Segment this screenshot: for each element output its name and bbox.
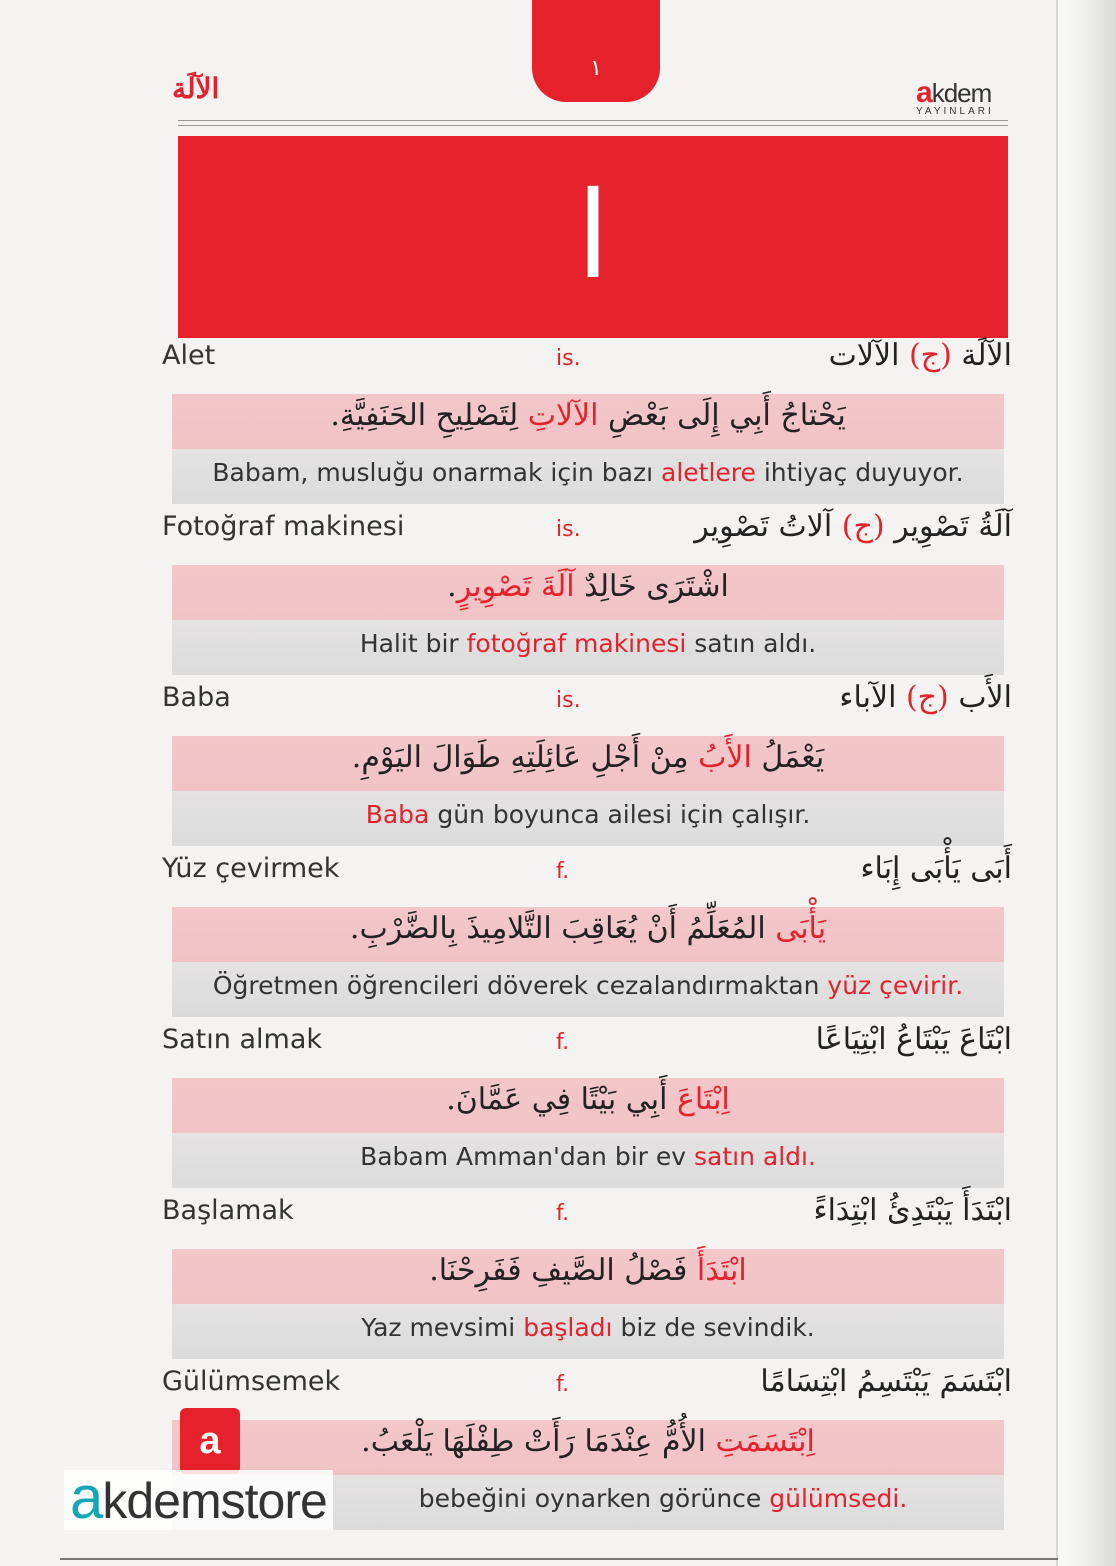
headword-text: أَبَى يَأْبَى إِبَاء bbox=[860, 851, 1012, 886]
page-number: ١ bbox=[590, 56, 602, 81]
entry-turkish: Yüz çevirmek bbox=[162, 853, 340, 884]
ex-tr-text: Babam, musluğu onarmak için bazı bbox=[212, 458, 662, 487]
headword-plural: آلاتُ تَصْوِير bbox=[694, 509, 833, 544]
turkish-example bbox=[172, 800, 1004, 829]
turkish-example bbox=[322, 1484, 1004, 1513]
store-logo-text: kdemstore bbox=[102, 1473, 327, 1529]
turkish-example bbox=[172, 1142, 1004, 1171]
entry-pos: f. bbox=[556, 859, 570, 884]
ex-tr-highlight: aletlere bbox=[661, 458, 756, 487]
ex-arabic-text: . bbox=[447, 569, 457, 604]
page-number-tab bbox=[532, 0, 660, 102]
headword-text: ابْتَدَأَ يَبْتَدِئُ ابْتِدَاءً bbox=[813, 1193, 1012, 1228]
entry-pos: is. bbox=[556, 688, 581, 713]
ex-arabic-text: يَحْتاجُ أَبِي إِلَى بَعْضِ bbox=[598, 398, 846, 433]
turkish-example bbox=[172, 458, 1004, 487]
entry-turkish: Satın almak bbox=[162, 1024, 322, 1055]
example-box bbox=[172, 907, 1004, 1017]
ex-tr-highlight: yüz çevirir. bbox=[827, 971, 964, 1000]
headword-singular: الأَب bbox=[958, 680, 1012, 715]
turkish-example bbox=[172, 629, 1004, 658]
entry-pos: f. bbox=[556, 1201, 570, 1226]
example-box bbox=[172, 394, 1004, 504]
entry-pos: f. bbox=[556, 1030, 570, 1055]
publisher-logo bbox=[916, 76, 1012, 117]
ex-arabic-text: اشْتَرَى خَالِدٌ bbox=[574, 569, 729, 604]
entry-headword bbox=[816, 1022, 1012, 1057]
headword-singular: الآلَة bbox=[961, 338, 1012, 373]
ex-tr-highlight: fotoğraf makinesi bbox=[466, 629, 687, 658]
publisher-logo-initial: a bbox=[916, 76, 932, 109]
arabic-example bbox=[172, 398, 1004, 433]
ex-arabic-text: المُعَلِّمُ أَنْ يُعَاقِبَ التَّلامِيذَ بِالضَّرْبِ. bbox=[349, 911, 776, 946]
ex-arabic-highlight: اِبْتَسَمَتِ bbox=[715, 1424, 815, 1459]
turkish-example bbox=[172, 971, 1004, 1000]
example-box bbox=[172, 1249, 1004, 1359]
entry-headword bbox=[829, 338, 1012, 373]
ex-tr-text: Halit bir bbox=[359, 629, 467, 658]
store-icon-letter: a bbox=[199, 1420, 221, 1462]
example-box bbox=[172, 565, 1004, 675]
ex-arabic-text: يَعْمَلُ bbox=[751, 740, 825, 775]
letter-banner: ا bbox=[178, 136, 1008, 338]
arabic-example bbox=[172, 1424, 1004, 1459]
headword-plural: الآلات bbox=[828, 338, 900, 373]
arabic-example bbox=[172, 1082, 1004, 1117]
entry-headword bbox=[813, 1193, 1012, 1228]
ex-arabic-text: الأُمُّ عِنْدَمَا رَأَتْ طِفْلَهَا يَلْعَبُ. bbox=[361, 1424, 716, 1459]
arabic-example bbox=[172, 740, 1004, 775]
entry-turkish: Alet bbox=[162, 340, 216, 371]
ex-arabic-text: مِنْ أَجْلِ عَائِلَتِهِ طَوَالَ اليَوْمِ. bbox=[351, 740, 699, 775]
entry-pos: is. bbox=[556, 346, 581, 371]
entry-headword bbox=[860, 851, 1012, 886]
ex-tr-highlight: başladı bbox=[523, 1313, 613, 1342]
arabic-example bbox=[172, 911, 1004, 946]
ex-arabic-text: فَصْلُ الصَّيفِ فَفَرِحْنَا. bbox=[429, 1253, 697, 1288]
entry-headword bbox=[694, 509, 1012, 544]
arabic-example bbox=[172, 569, 1004, 604]
headword-text: ابْتَسَمَ يَبْتَسِمُ ابْتِسَامًا bbox=[760, 1364, 1012, 1399]
example-box bbox=[172, 736, 1004, 846]
header-rule bbox=[178, 120, 1008, 126]
bottom-rule bbox=[60, 1558, 1058, 1560]
entry-turkish: Gülümsemek bbox=[162, 1366, 341, 1397]
ex-arabic-highlight: الآلاتِ bbox=[527, 398, 599, 433]
ex-arabic-highlight: آلَةَ تَصْوِيرٍ bbox=[456, 569, 575, 604]
headword-singular: آلَةُ تَصْوِير bbox=[894, 509, 1012, 544]
ex-tr-text: Öğretmen öğrencileri döverek cezalandırmaktan bbox=[212, 971, 828, 1000]
store-bag-icon bbox=[180, 1408, 240, 1474]
ex-tr-text: gün boyunca ailesi için çalışır. bbox=[429, 800, 811, 829]
publisher-logo-name: kdem bbox=[931, 78, 992, 108]
publisher-logo-sub: YAYINLARI bbox=[916, 106, 994, 117]
ex-tr-highlight: Baba bbox=[365, 800, 430, 829]
plural-marker: (ج) bbox=[909, 338, 952, 373]
ex-tr-text: bebeğini oynarken görünce bbox=[418, 1484, 770, 1513]
turkish-example bbox=[172, 1313, 1004, 1342]
store-watermark-logo bbox=[64, 1464, 333, 1531]
arabic-example bbox=[172, 1253, 1004, 1288]
headword-plural: الآباء bbox=[839, 680, 897, 715]
ex-arabic-highlight: الأَبُ bbox=[698, 740, 752, 775]
ex-arabic-highlight: ابْتَدَأَ bbox=[696, 1253, 747, 1288]
ex-tr-text: Babam Amman'dan bir ev bbox=[360, 1142, 695, 1171]
ex-tr-text: biz de sevindik. bbox=[612, 1313, 815, 1342]
ex-tr-text: Yaz mevsimi bbox=[361, 1313, 524, 1342]
ex-tr-highlight: satın aldı. bbox=[694, 1142, 816, 1171]
entry-headword bbox=[760, 1364, 1012, 1399]
entry-headword bbox=[839, 680, 1012, 715]
ex-tr-text: ihtiyaç duyuyor. bbox=[755, 458, 964, 487]
ex-tr-highlight: gülümsedi. bbox=[769, 1484, 908, 1513]
ex-arabic-text: لِتَصْلِيحِ الحَنَفِيَّةِ. bbox=[330, 398, 528, 433]
entry-pos: is. bbox=[556, 517, 581, 542]
example-box bbox=[172, 1078, 1004, 1188]
headword-text: ابْتَاعَ يَبْتَاعُ ابْتِيَاعًا bbox=[815, 1022, 1012, 1057]
store-logo-initial: a bbox=[70, 1464, 103, 1531]
entry-turkish: Başlamak bbox=[162, 1195, 294, 1226]
entry-turkish: Baba bbox=[162, 682, 231, 713]
ex-tr-text: satın aldı. bbox=[686, 629, 817, 658]
entry-turkish: Fotoğraf makinesi bbox=[162, 511, 405, 542]
page-edge bbox=[1056, 0, 1116, 1566]
running-head-word: الآلَة bbox=[172, 72, 220, 105]
plural-marker: (ج) bbox=[841, 509, 885, 544]
ex-arabic-highlight: اِبْتَاعَ bbox=[676, 1082, 730, 1117]
ex-arabic-text: أَبِي بَيْتًا فِي عَمَّانَ. bbox=[446, 1082, 677, 1117]
entry-pos: f. bbox=[556, 1372, 570, 1397]
ex-arabic-highlight: يَأْبَى bbox=[775, 911, 827, 946]
plural-marker: (ج) bbox=[905, 680, 949, 715]
